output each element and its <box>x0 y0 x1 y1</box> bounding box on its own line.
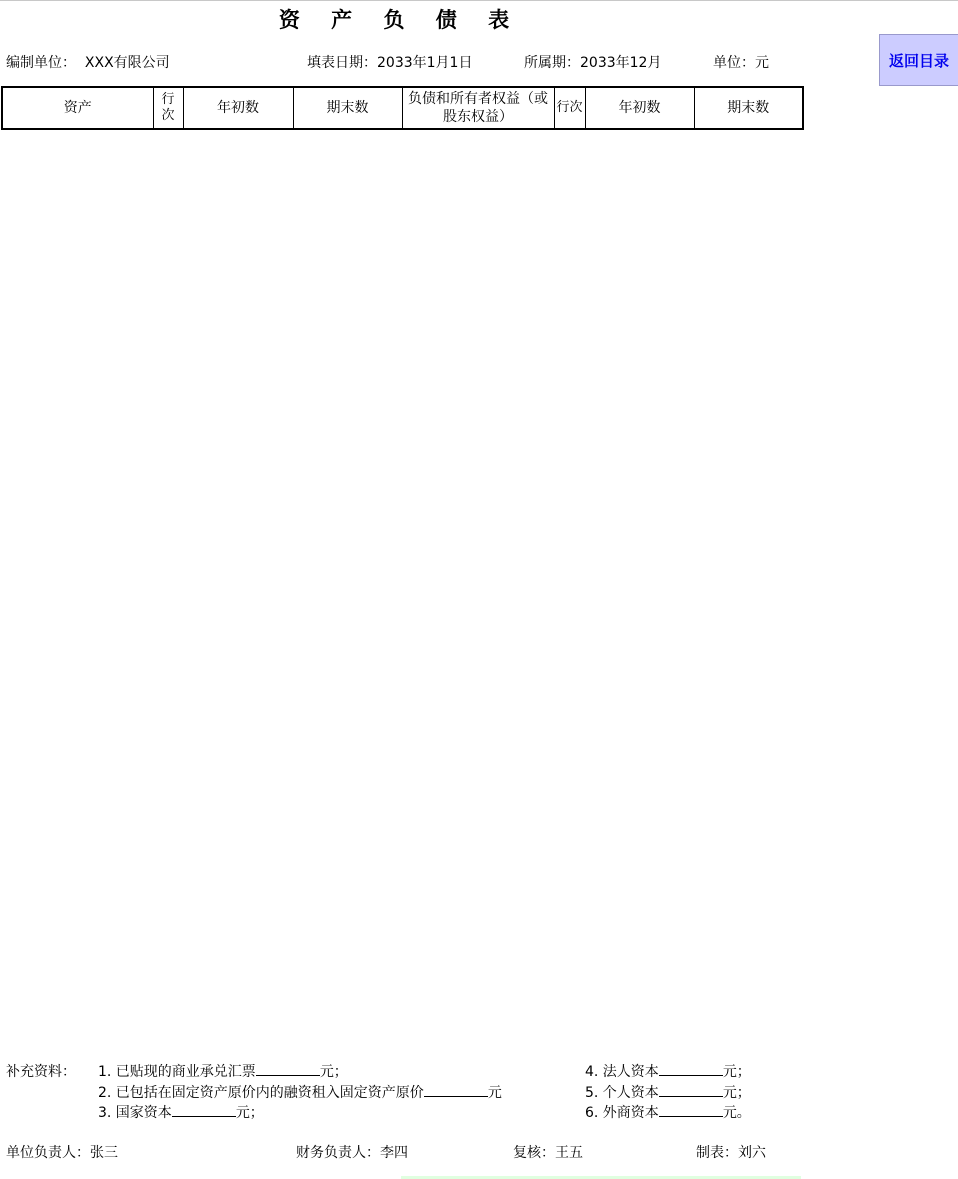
note-2-unit: 元 <box>487 1085 502 1101</box>
supplement-note-4 <box>585 1061 751 1081</box>
back-to-index-button[interactable]: 返回目录 <box>879 34 958 86</box>
note-3-text: 3. 国家资本 <box>98 1105 172 1121</box>
page-title: 资 产 负 债 表 <box>278 8 522 32</box>
supplement-note-5 <box>585 1082 751 1102</box>
unit-label: 编制单位： <box>6 55 76 71</box>
header-end: 期末数 <box>293 87 402 129</box>
header-begin: 年初数 <box>183 87 293 129</box>
header-line-no: 行次 <box>153 87 183 129</box>
header-end-2: 期末数 <box>694 87 803 129</box>
header-begin-2: 年初数 <box>585 87 694 129</box>
period: 所属期：2033年12月 <box>524 55 662 71</box>
note-4-blank[interactable] <box>659 1062 723 1076</box>
note-2-text: 2. 已包括在固定资产原价内的融资租入固定资产原价 <box>98 1085 424 1101</box>
note-6-blank[interactable] <box>659 1103 723 1117</box>
prepared-by-unit <box>6 52 170 72</box>
note-3-unit: 元； <box>235 1105 264 1121</box>
note-2-blank[interactable] <box>424 1083 488 1097</box>
note-1-unit: 元； <box>319 1064 348 1080</box>
header-row <box>2 87 803 129</box>
note-6-unit: 元。 <box>722 1105 751 1121</box>
note-5-unit: 元； <box>722 1085 751 1101</box>
supplement-note-3 <box>98 1102 264 1122</box>
note-5-blank[interactable] <box>659 1083 723 1097</box>
reviewer: 复核：王五 <box>513 1145 583 1161</box>
head-of-unit: 单位负责人：张三 <box>6 1145 118 1161</box>
note-3-blank[interactable] <box>172 1103 236 1117</box>
supplement-note-2 <box>98 1082 502 1102</box>
note-4-unit: 元； <box>722 1064 751 1080</box>
currency-unit: 单位：元 <box>713 55 769 71</box>
header-asset: 资产 <box>2 87 153 129</box>
header-liability: 负债和所有者权益（或股东权益） <box>402 87 554 129</box>
supplement-note-1 <box>98 1061 348 1081</box>
note-1-text: 1. 已贴现的商业承兑汇票 <box>98 1064 256 1080</box>
note-6-text: 6. 外商资本 <box>585 1105 659 1121</box>
top-border <box>0 0 958 1</box>
note-1-blank[interactable] <box>256 1062 320 1076</box>
supplement-label: 补充资料： <box>6 1064 76 1080</box>
unit-value: XXX有限公司 <box>84 55 170 71</box>
supplement-note-6 <box>585 1102 751 1122</box>
finance-head: 财务负责人：李四 <box>296 1145 408 1161</box>
balance-sheet-table <box>1 86 804 130</box>
preparer: 制表：刘六 <box>696 1145 766 1161</box>
fill-date: 填表日期：2033年1月1日 <box>307 55 473 71</box>
note-4-text: 4. 法人资本 <box>585 1064 659 1080</box>
note-5-text: 5. 个人资本 <box>585 1085 659 1101</box>
header-line-no-2: 行次 <box>554 87 585 129</box>
